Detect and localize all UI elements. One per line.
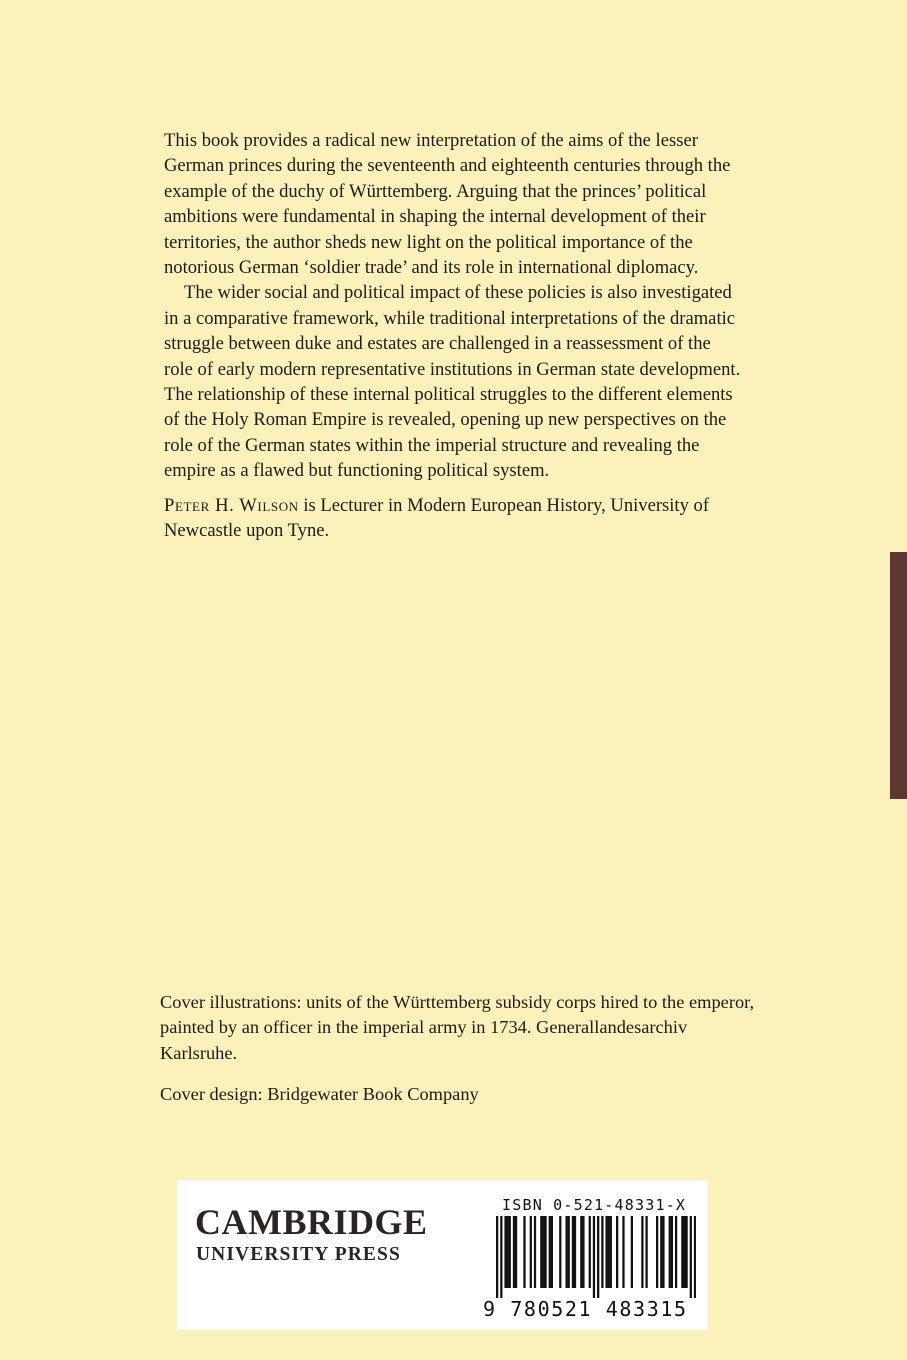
cover-credits [160,990,760,1108]
barcode-bar [671,1216,673,1288]
isbn-label: ISBN 0-521-48331-X [502,1196,687,1214]
barcode-bar [568,1216,570,1288]
barcode-bar [509,1216,511,1288]
barcode-bar [551,1216,553,1288]
barcode-bar [513,1216,515,1288]
publisher-logo-university-press: UNIVERSITY PRESS [196,1244,401,1265]
barcode-digits: 9 780521 483315 [483,1297,688,1321]
barcode-bar [645,1216,647,1288]
barcode-bar [669,1216,671,1288]
barcode-bar [656,1216,658,1288]
isbn-barcode [496,1216,696,1298]
blurb-paragraph-2: The wider social and political impact of these policies is also investigated in a comparative framework, while traditional interpretations of the dramatic struggle between duke and estates are challenged in a reassessment of the role of early modern representative institutions in German state development. The relationship of these internal political struggles to the different elements of the Holy Roman Empire is revealed, opening up new perspectives on the role of the German states within the imperial structure and revealing the empire as a flawed but functioning political system. [164,282,741,482]
barcode-bar [523,1216,525,1288]
barcode-guard-bar [593,1216,595,1298]
blurb-paragraph-1: This book provides a radical new interpretation of the aims of the lesser German princes during the seventeenth and eighteenth centuries through the example of the duchy of Württemberg. Arguing that the princes’ political ambitions were fundamental in shaping the internal development of their territories, the author sheds new light on the political importance of the notorious German ‘soldier trade’ and its role in international diplomacy. [164,130,731,279]
barcode-bar [540,1216,542,1288]
publisher-logo-cambridge: CAMBRIDGE [195,1202,428,1242]
barcode-bar [622,1216,624,1288]
back-cover-blurb [164,128,744,544]
barcode-bar [683,1216,685,1288]
barcode-bar [610,1216,612,1288]
barcode-bar [631,1216,633,1288]
barcode-bar [660,1216,662,1288]
barcode-bar [608,1216,610,1288]
barcode-bar [549,1216,551,1288]
author-bio [164,493,744,544]
barcode-bar [542,1216,544,1288]
barcode-bar [582,1216,584,1288]
barcode-bar [530,1216,532,1288]
barcode-bar [641,1216,643,1288]
barcode-bar [534,1216,536,1288]
spine-color-band [890,552,907,799]
cover-illustrations-credit: Cover illustrations: units of the Württemberg subsidy corps hired to the emperor, painted by an officer in the imperial army in 1734. Generallandesarchiv Karlsruhe. [160,992,755,1063]
barcode-guard-bar [500,1216,502,1298]
barcode-guard-bar [496,1216,498,1298]
barcode-bar [662,1216,664,1288]
barcode-bar [544,1216,546,1288]
barcode-bar [605,1216,607,1288]
barcode-guard-bar [694,1216,696,1298]
barcode-guard-bar [597,1216,599,1298]
barcode-bar [572,1216,574,1288]
barcode-bar [504,1216,506,1288]
barcode-guard-bar [690,1216,692,1298]
barcode-bar [616,1216,618,1288]
barcode-bar [681,1216,683,1288]
barcode-bar [601,1216,603,1288]
barcode-bar [675,1216,677,1288]
barcode-bar [559,1216,561,1288]
author-bio-text: is Lecturer in Modern European History, University of Newcastle upon Tyne. [164,494,710,542]
barcode-bar [565,1216,567,1288]
author-name: Peter H. Wilson [164,494,299,516]
barcode-bar [507,1216,509,1288]
barcode-bar [685,1216,687,1288]
barcode-bar [589,1216,591,1288]
barcode-bar [580,1216,582,1288]
barcode-bar [515,1216,517,1288]
cover-design-credit: Cover design: Bridgewater Book Company [160,1084,479,1105]
barcode-bar [574,1216,576,1288]
